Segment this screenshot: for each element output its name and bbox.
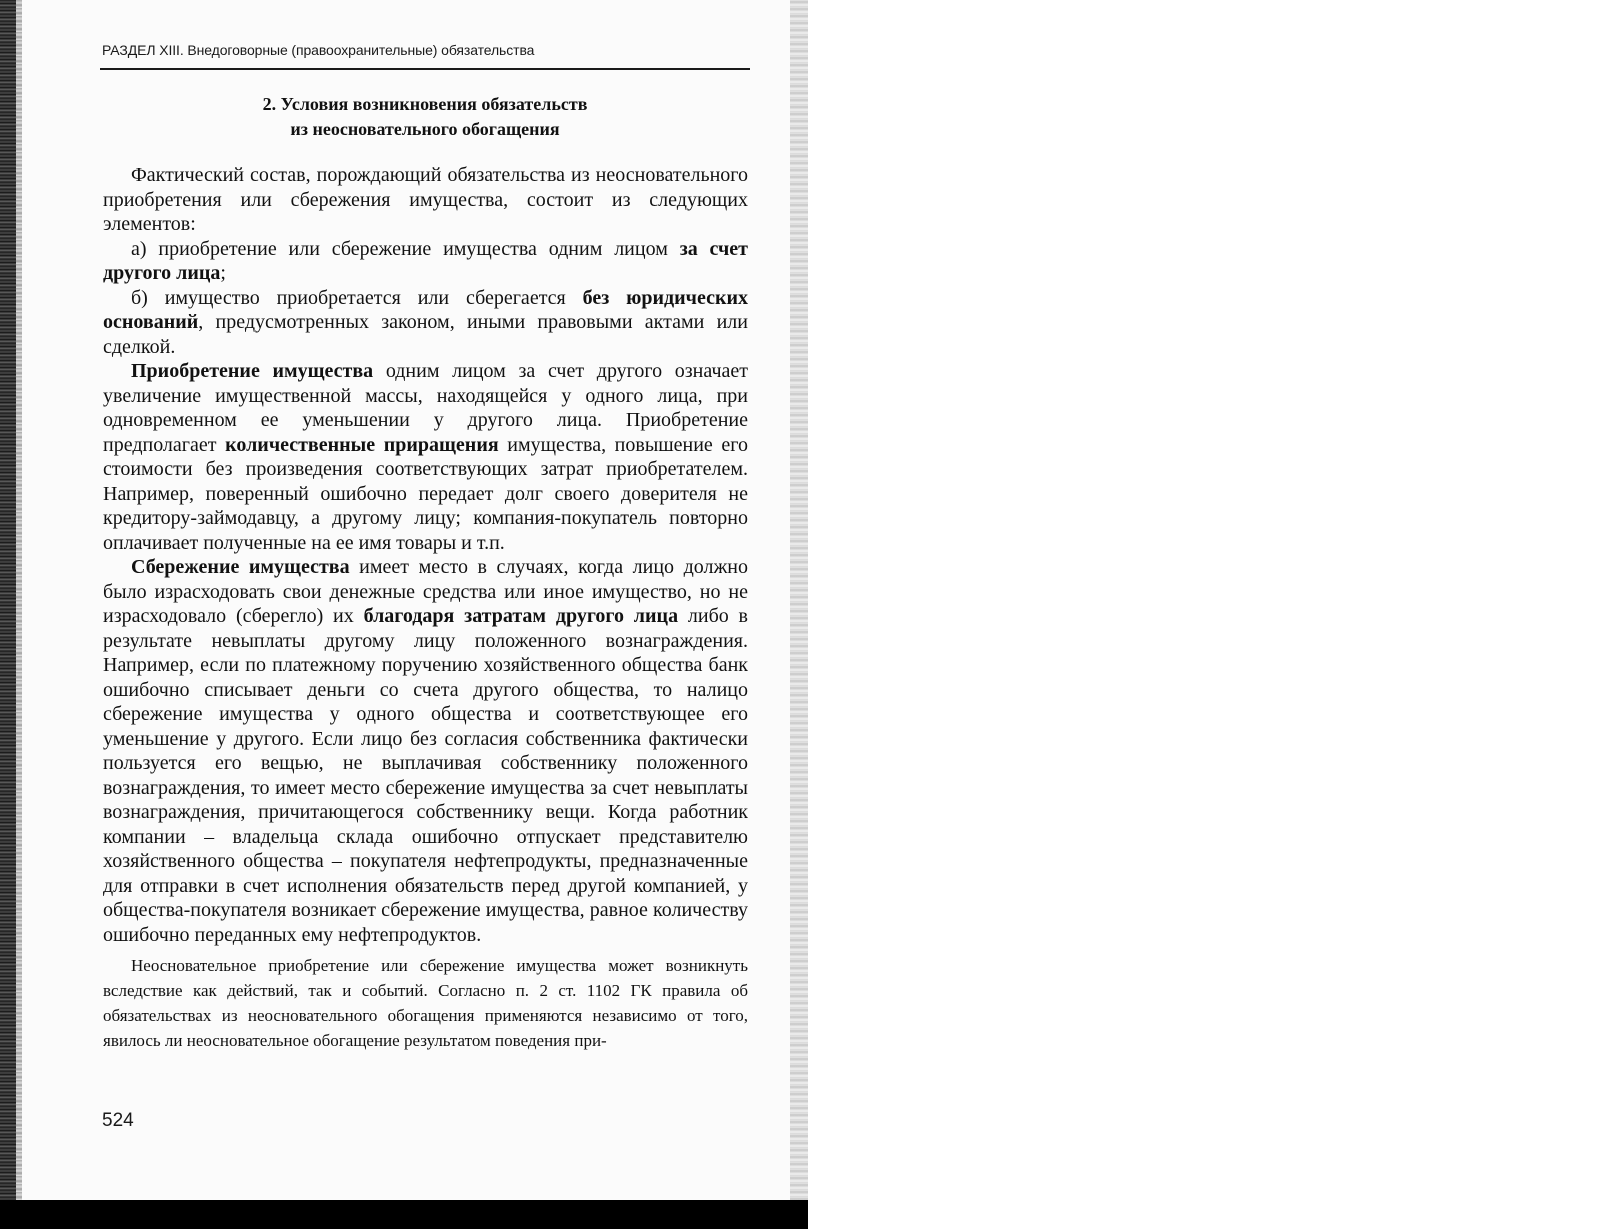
p3-text: б) имущество приобретается или сберегается [131, 286, 583, 309]
p2-bold: за счет другого лица [103, 237, 749, 284]
binding-shadow [0, 0, 16, 1229]
paragraph-1: Фактический состав, порождающий обязательства из неосновательного приобретения или сбережения имущества, состоит из следующих элементов: [103, 164, 748, 235]
p5-bold-term: Сбережение имущества [131, 556, 350, 578]
header-rule [100, 68, 750, 70]
p4-bold-phrase: количественные приращения [225, 433, 499, 456]
binding-edge [16, 0, 22, 1229]
body-text [103, 163, 748, 1053]
paragraph-2 [103, 237, 748, 286]
paragraph-6: Неосновательное приобретение или сбережение имущества может возникнуть вследствие как действий, так и событий. Согласно п. 2 ст. 1102 ГК правила об обязательствах из неосновательного обогащения применяются независимо от того, явилось ли неосновательное обогащение результатом поведения при- [103, 956, 748, 1050]
section-title [100, 92, 750, 142]
p5-bold-phrase: благодаря затратам другого лица [363, 605, 679, 627]
p4-end: имущества, повышение его стоимости без произведения соответствующих затрат приобретателем. Например, поверенный ошибочно передает долг своего доверителя не кредитору-займодавцу, а другому лицу; компания-покупатель повторно оплачивает полученные на ее имя товары и т.п. [103, 433, 748, 554]
p4-bold-term: Приобретение имущества [131, 360, 374, 382]
page-edge [790, 0, 808, 1200]
p5-end: либо в результате невыплаты другому лицу положенного вознаграждения. Например, если по платежному поручению хозяйственного общества банк ошибочно списывает деньги со счета другого общества, то налицо сбережение имущества у одного общества и соответствующее его уменьшение у другого. Если лицо без согласия собственника фактически пользуется его вещью, не выплачивая собственнику положенного вознаграждения, то имеет место сбережение имущества за счет невыплаты вознаграждения, причитающегося собственнику вещи. Когда работник компании – владельца склада ошибочно отпускает представителю хозяйственного общества – покупателя нефтепродукты, предназначенные для отправки в счет исполнения обязательств перед другой компанией, у общества-покупателя возникает сбережение имущества, равное количеству ошибочно переданных ему нефтепродуктов. [103, 605, 748, 946]
p4-text: одним лицом за счет другого означает увеличение имущественной массы, находящейся у одного лица, при одновременном ее уменьшении у другого лица. Приобретение предполагает [103, 360, 748, 456]
paragraph-4 [103, 359, 748, 555]
paragraph-5 [103, 555, 748, 947]
p3-bold: без юридических оснований [103, 286, 749, 333]
section-title-line2: из неосновательного обогащения [290, 119, 560, 139]
p5-text: имеет место в случаях, когда лицо должно было израсходовать свои денежные средства или иное имущество, но не израсходовало (сберегло) их [103, 556, 749, 627]
section-title-line1: 2. Условия возникновения обязательств [262, 94, 588, 114]
scan-bottom-shadow [0, 1200, 808, 1229]
p3-end: , предусмотренных законом, иными правовыми актами или сделкой. [103, 311, 748, 358]
p2-end: ; [220, 262, 226, 284]
paragraph-3 [103, 286, 748, 360]
running-head: РАЗДЕЛ XIII. Внедоговорные (правоохранительные) обязательства [102, 42, 535, 58]
p2-text: а) приобретение или сбережение имущества одним лицом [131, 237, 680, 260]
page-number: 524 [102, 1110, 134, 1131]
